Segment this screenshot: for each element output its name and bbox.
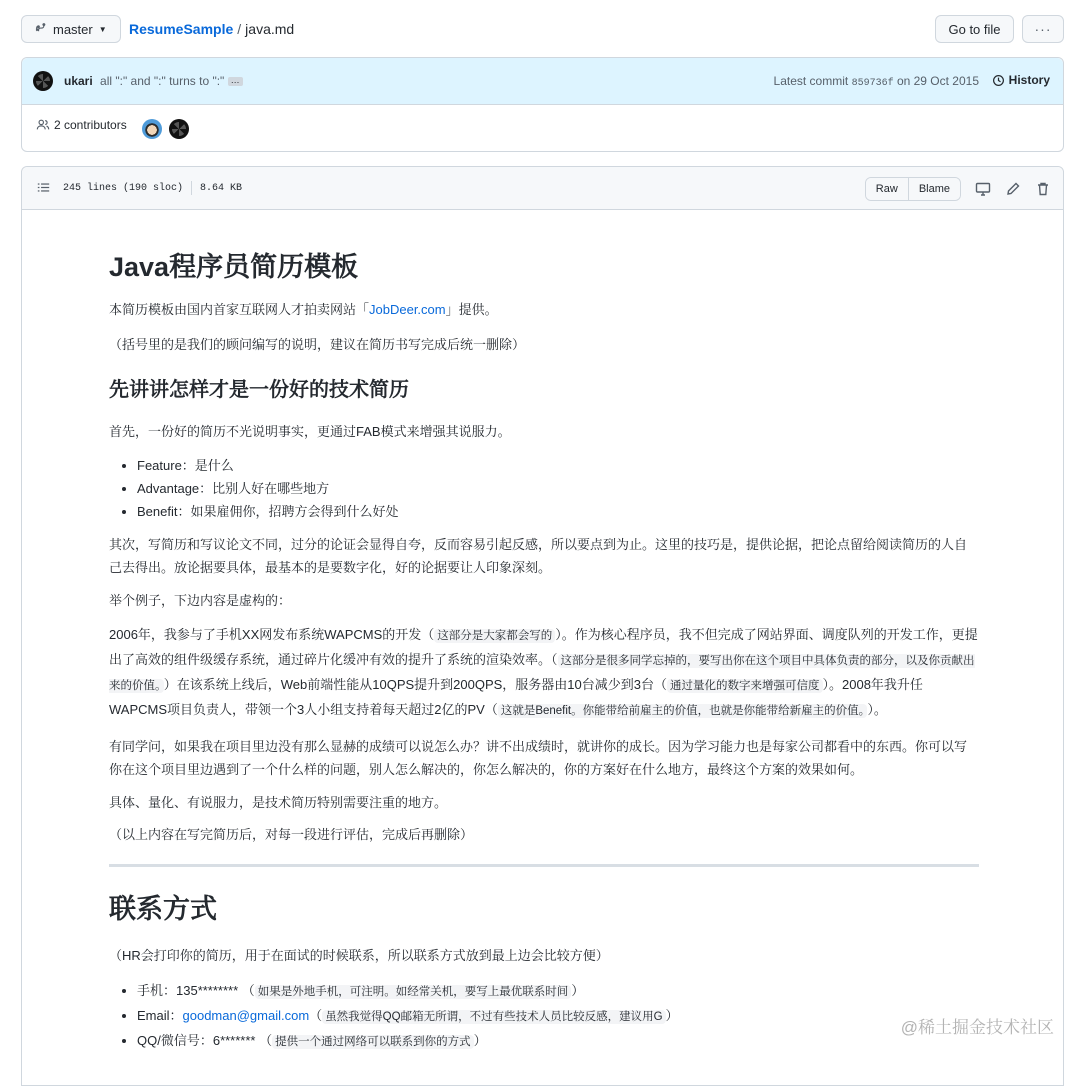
- note-paragraph: （以上内容在写完简历后，对每一段进行评估，完成后再删除）: [109, 827, 474, 842]
- inline-code: 这部分是很多同学忘掉的，要写出你在这个项目中具体负责的部分，以及你贡献出来的价值。: [109, 655, 975, 692]
- people-icon: [36, 118, 50, 132]
- line-count: 245 lines (190 sloc): [63, 182, 184, 194]
- qq-text: QQ/微信号：6******* （: [137, 1033, 273, 1048]
- intro-text-end: 」提供。: [445, 302, 498, 317]
- inline-code: 提供一个通过网络可以联系到你的方式: [272, 1035, 474, 1049]
- contributor-avatars: [142, 119, 192, 141]
- inline-code: 这就是Benefit。你能带给前雇主的价值，也就是你能带给新雇主的价值。: [498, 704, 868, 718]
- raw-blame-group: [865, 177, 961, 201]
- branch-name: master: [53, 21, 93, 37]
- contributor-avatar[interactable]: [142, 119, 162, 139]
- commit-info-box: [21, 57, 1064, 152]
- evidence-paragraph: 其次，写简历和写议论文不同，过分的论证会显得自夸，反而容易引起反感，所以要点到为止。这里的技巧是，提供论据，把论点留给阅读简历的人自己去得出。放论据要具体，最基本的是要数字化，好的论据要让人印象深刻。: [109, 537, 968, 575]
- qq-text-end: ）: [473, 1033, 487, 1048]
- trash-icon[interactable]: [1035, 181, 1051, 197]
- expand-commit-button[interactable]: …: [228, 77, 243, 86]
- example-intro: 举个例子，下边内容是虚构的：: [109, 593, 292, 608]
- repo-link[interactable]: ResumeSample: [129, 21, 234, 37]
- branch-select-button[interactable]: [21, 15, 121, 43]
- file-header: [22, 167, 1063, 210]
- email-link[interactable]: goodman@gmail.com: [182, 1008, 310, 1023]
- example-text: 2006年，我参与了手机XX网发布系统WAPCMS的开发（: [109, 627, 435, 642]
- example-paragraph: [109, 623, 979, 723]
- list-item: [137, 979, 1007, 1004]
- latest-commit-row: [22, 58, 1063, 105]
- history-icon: [992, 74, 1005, 87]
- more-options-button[interactable]: ···: [1022, 15, 1064, 43]
- file-navigation: [21, 15, 1064, 45]
- history-link[interactable]: [992, 73, 1050, 87]
- contributors-link[interactable]: [36, 118, 127, 132]
- watermark: @稀土掘金技术社区: [900, 1018, 1054, 1037]
- author-avatar[interactable]: [33, 71, 53, 91]
- commit-message-text[interactable]: all ":" and ":" turns to ":": [100, 74, 225, 88]
- commit-sha-link[interactable]: 859736f: [851, 78, 894, 89]
- fab-intro: 首先，一份好的简历不光说明事实，更通过FAB模式来增强其说服力。: [109, 424, 511, 439]
- file-actions: [865, 177, 1051, 201]
- git-branch-icon: [35, 23, 47, 35]
- file-info: [63, 181, 242, 195]
- info-divider: [191, 181, 192, 195]
- note-paragraph: （括号里的是我们的顾问编写的说明，建议在简历书写完成后统一删除）: [109, 337, 526, 352]
- note-paragraph: （HR会打印你的简历，用于在面试的时候联系，所以联系方式放到最上边会比较方便）: [109, 948, 609, 963]
- outline-list-icon[interactable]: [37, 181, 50, 194]
- inline-code: 这部分是大家都会写的: [434, 629, 555, 643]
- growth-paragraph: 有同学问，如果我在项目里边没有那么显赫的成绩可以说怎么办？讲不出成绩时，就讲你的成长。因为学习能力也是每家公司都看中的东西。你可以写你在这个项目里边遇到了一个什么样的问题，别人怎么解决的，你怎么解决的，你的方案好在什么地方，最终这个方案的效果如何。: [109, 739, 968, 777]
- example-text: ）在该系统上线后，Web前端性能从10QPS提升到200QPS，服务器由10台减少到3台（: [163, 677, 667, 692]
- file-view: [21, 166, 1064, 1086]
- file-size: 8.64 KB: [200, 182, 243, 194]
- list-item: [137, 1029, 1007, 1054]
- contributors-count: 2 contributors: [54, 118, 127, 132]
- email-text-end: ）: [665, 1008, 679, 1023]
- example-text: ）。: [867, 702, 887, 717]
- blame-button[interactable]: Blame: [908, 178, 960, 200]
- commit-message: [64, 74, 243, 88]
- horizontal-rule: [109, 864, 979, 867]
- inline-code: 如果是外地手机，可注明。如经常关机，要写上最优联系时间: [255, 985, 572, 999]
- phone-text: 手机：135******** （: [137, 983, 255, 998]
- contributor-avatar[interactable]: [169, 119, 189, 139]
- latest-commit-label: Latest commit: [773, 74, 849, 88]
- intro-paragraph: [109, 298, 979, 321]
- history-label: History: [1008, 73, 1050, 87]
- phone-text-end: ）: [571, 983, 585, 998]
- desktop-icon[interactable]: [975, 181, 991, 197]
- breadcrumb-separator: /: [237, 21, 242, 37]
- list-item: [137, 1004, 1007, 1029]
- contact-heading: 联系方式: [109, 894, 217, 924]
- jobdeer-link[interactable]: JobDeer.com: [369, 302, 446, 317]
- summary-paragraph: 具体、量化、有说服力，是技术简历特别需要注重的地方。: [109, 795, 448, 810]
- list-item: • Advantage：比别人好在哪些地方: [137, 477, 1007, 500]
- example-text: ）。作为核心程序员，我不但完成了网站界面、调度队列的开发工作，更提出了高效的组件级缓存系统，通过碎片化缓冲有效的提升了系统的渲染效率。（: [109, 627, 978, 667]
- caret-down-icon: ▼: [98, 24, 107, 34]
- list-item: • Benefit：如果雇佣你，招聘方会得到什么好处: [137, 500, 1007, 523]
- inline-code: 虽然我觉得QQ邮箱无所谓，不过有些技术人员比较反感，建议用G: [322, 1010, 665, 1024]
- intro-text: 本简历模板由国内首家互联网人才拍卖网站「: [109, 302, 370, 317]
- commit-meta: [774, 74, 979, 89]
- section-heading: 先讲讲怎样才是一份好的技术简历: [109, 379, 409, 401]
- go-to-file-button[interactable]: Go to file: [935, 15, 1014, 43]
- file-name: java.md: [245, 21, 295, 37]
- email-label: Email：: [137, 1008, 183, 1023]
- email-text: （: [309, 1008, 323, 1023]
- fab-list: [109, 454, 1007, 523]
- inline-code: 通过量化的数字来增强可信度: [667, 679, 823, 693]
- commit-date: on 29 Oct 2015: [896, 74, 979, 88]
- breadcrumb: [129, 21, 294, 37]
- pencil-icon[interactable]: [1005, 181, 1021, 197]
- commit-author[interactable]: ukari: [64, 74, 93, 88]
- list-item: • Feature：是什么: [137, 454, 1007, 477]
- contact-list: [109, 979, 1007, 1054]
- example-text: ）。2008年我升任WAPCMS项目负责人，带领一个3人小组支持着每天超过2亿的PV（: [109, 677, 923, 717]
- doc-title: Java程序员简历模板: [109, 252, 359, 282]
- raw-button[interactable]: Raw: [866, 178, 908, 200]
